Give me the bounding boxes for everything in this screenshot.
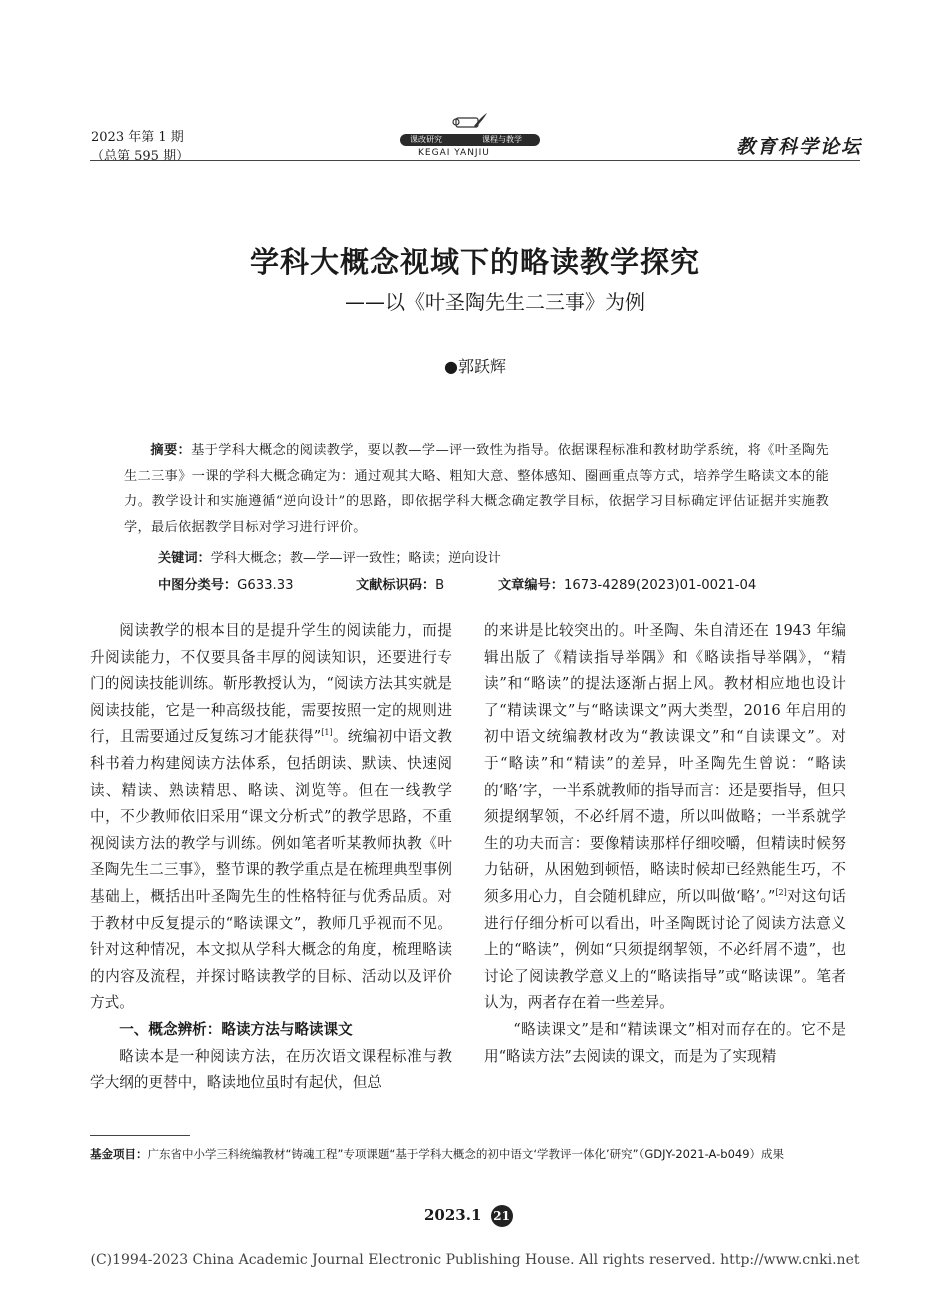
- copyright-line: (C)1994-2023 China Academic Journal Electronic Publishing House. All rights reserved. http://www.cnki.net: [90, 1252, 860, 1268]
- article-value: 1673-4289(2023)01-0021-04: [563, 578, 757, 593]
- issue-line-1: 2023 年第 1 期: [91, 130, 184, 145]
- page-footer: [424, 1205, 513, 1227]
- abstract: [124, 438, 829, 540]
- author: ●郭跃辉: [444, 357, 506, 376]
- article-label: 文章编号：: [498, 578, 564, 593]
- left-p1-text-b: 。统编初中语文教科书着力构建阅读方法体系，包括朗读、默读、快速阅读、精读、熟读精思、略读、浏览等。但在一线教学中，不少教师依旧采用“课文分析式”的教学思路，不重视阅读方法的教学与训练。例如笔者听某教师执教《叶圣陶先生二三事》，整节课的教学重点是在梳理典型事例基础上，概括出叶圣陶先生的性格特征与优秀品质。对于教材中反复提示的“略读课文”，教师几乎视而不见。针对这种情况，本文拟从学科大概念的角度，梳理略读的内容及流程，并探讨略读教学的目标、活动以及评价方式。: [90, 728, 452, 1012]
- abstract-label: 摘要：: [150, 443, 192, 458]
- footnote: [90, 1143, 860, 1166]
- right-p1-text: 的来讲是比较突出的。叶圣陶、朱自清还在 1943 年编辑出版了《精读指导举隅》和《略读指导举隅》，“精读”和“略读”的提法逐渐占据上风。教材相应地也设计了“精读课文”与“略读课文”两大类型，2016 年启用的初中语文统编教材改为“教读课文”和“自读课文”。对于“略读”和“精读”的差异，叶圣陶先生曾说：“略读的‘略’字，一半系就教师的指导而言：还是要指导，但只须提纲挈领，不必纤屑不遗，所以叫做略；一半系就学生的功夫而言：要像精读那样仔细咬嚼，但精读时候努力钻研，从困勉到顿悟，略读时候却已经熟能生巧，不须多用心力，自会随机肆应，所以叫做‘略’。”: [484, 622, 846, 905]
- doc-code: [356, 573, 444, 598]
- clc-value: G633.33: [237, 578, 294, 593]
- right-p1-text-b: 对这句话进行仔细分析可以看出，叶圣陶既讨论了阅读方法意义上的“略读”，例如“只须提纲挈领，不必纤屑不遗”，也讨论了阅读教学意义上的“略读指导”或“略读课”。笔者认为，两者存在着一些差异。: [484, 887, 846, 1012]
- left-paragraph-1: [90, 618, 452, 1017]
- page-number-badge: 21: [491, 1205, 513, 1227]
- footnote-divider: [90, 1135, 190, 1136]
- logo-bar: [400, 134, 540, 146]
- abstract-text: 基于学科大概念的阅读教学，要以教—学—评一致性为指导。依据课程标准和教材助学系统，将《叶圣陶先生二三事》一课的学科大概念确定为：通过观其大略、粗知大意、整体感知、圈画重点等方式，培养学生略读文本的能力。教学设计和实施遵循“逆向设计”的思路，即依据学科大概念确定教学目标，依据学习目标确定评估证据并实施教学，最后依据教学目标对学习进行评价。: [124, 443, 829, 535]
- left-p1-text: 阅读教学的根本目的是提升学生的阅读能力，而提升阅读能力，不仅要具备丰厚的阅读知识，还要进行专门的阅读技能训练。靳彤教授认为，“阅读方法其实就是阅读技能，它是一种高级技能，需要按照一定的规则进行，且需要通过反复练习才能获得”: [90, 622, 452, 746]
- keywords-label: 关键词：: [158, 551, 211, 566]
- section-heading-1: 一、概念辨析：略读方法与略读课文: [119, 1020, 353, 1038]
- body-right-column: [484, 618, 846, 1070]
- citation-1[interactable]: [1]: [321, 728, 333, 738]
- doc-value: B: [435, 578, 445, 593]
- scroll-quill-icon: [452, 112, 488, 130]
- citation-2[interactable]: [2]: [775, 888, 787, 898]
- logo-left-label: 课改研究: [410, 135, 442, 144]
- left-paragraph-2: 略读本是一种阅读方法，在历次语文课程标准与教学大纲的更替中，略读地位虽时有起伏，但总: [90, 1047, 452, 1092]
- issue-line-2: （总第 595 期）: [91, 149, 190, 164]
- body-left-column: [90, 618, 452, 1097]
- section-logo: [396, 108, 546, 160]
- right-paragraph-1: [484, 618, 846, 1017]
- keywords-text: 学科大概念；教—学—评一致性；略读；逆向设计: [210, 551, 501, 566]
- clc-code: [158, 573, 294, 598]
- article-subtitle: ——以《叶圣陶先生二三事》为例: [345, 290, 645, 314]
- keywords: [158, 546, 501, 571]
- logo-subtitle: KEGAI YANJIU: [418, 148, 490, 158]
- clc-label: 中图分类号：: [158, 578, 238, 593]
- logo-right-label: 课程与教学: [482, 135, 522, 144]
- header-divider: [90, 160, 860, 161]
- right-paragraph-2: “略读课文”是和“精读课文”相对而存在的。它不是用“略读方法”去阅读的课文，而是为了实现精: [484, 1020, 846, 1065]
- article-number: [498, 573, 756, 598]
- doc-label: 文献标识码：: [356, 578, 436, 593]
- article-title: 学科大概念视域下的略读教学探究: [249, 245, 700, 279]
- footnote-label: 基金项目：: [90, 1147, 148, 1161]
- footnote-text: 广东省中小学三科统编教材“铸魂工程”专项课题“基于学科大概念的初中语文‘学教评一体化’研究”（GDJY-2021-A-b049）成果: [147, 1147, 785, 1161]
- journal-name: 教育科学论坛: [735, 136, 862, 158]
- page-date: 2023.1: [424, 1206, 482, 1224]
